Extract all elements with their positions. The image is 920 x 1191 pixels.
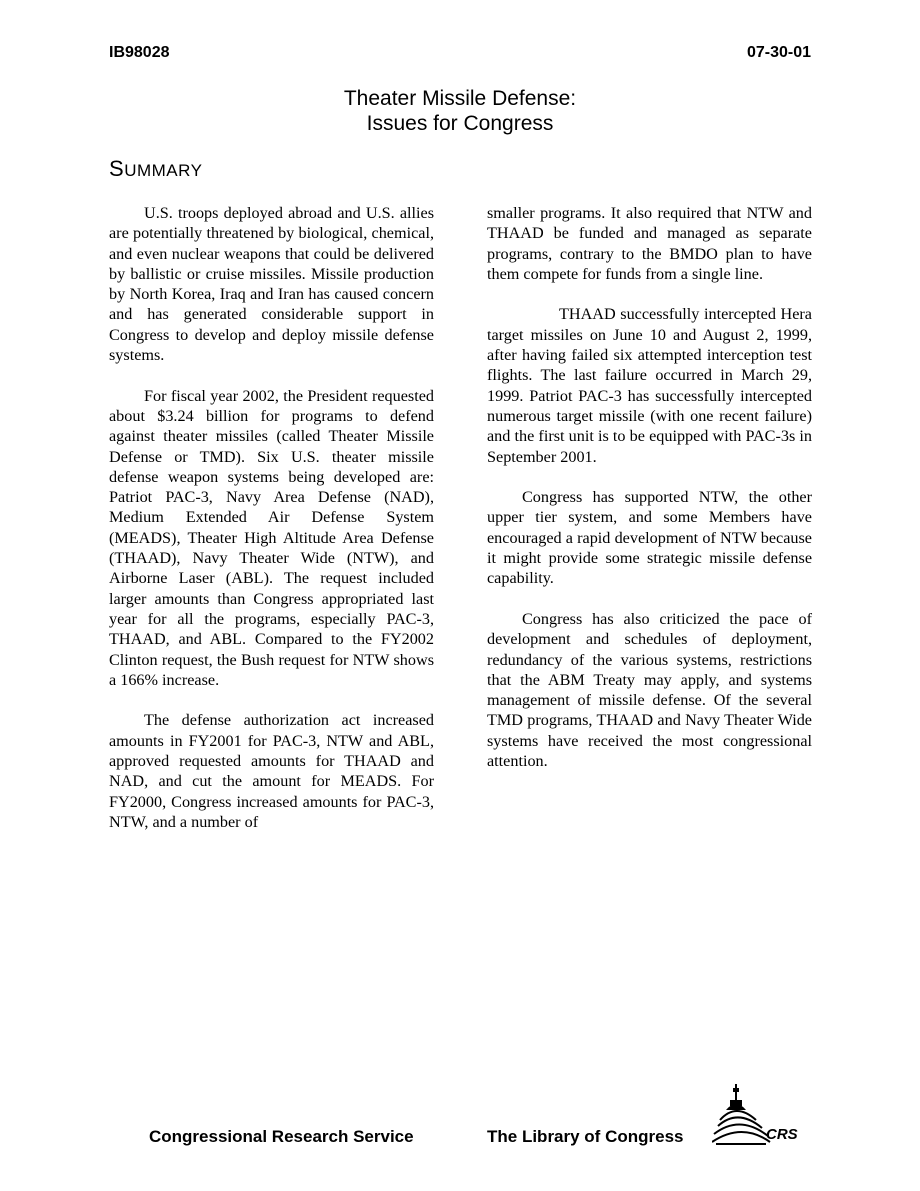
section-heading bbox=[109, 156, 202, 182]
right-column bbox=[487, 203, 812, 792]
left-column bbox=[109, 203, 434, 853]
paragraph: Congress has also criticized the pace of development and schedules of deployment, redundancy of the various systems, restrictions that the ABM Treaty may apply, and systems management of missile defense. Of the several TMD programs, THAAD and Navy Theater Wide systems have received the most congressional attention. bbox=[487, 609, 812, 771]
section-heading-rest: UMMARY bbox=[124, 161, 203, 180]
title-line-1: Theater Missile Defense: bbox=[343, 87, 577, 110]
document-date: 07-30-01 bbox=[746, 44, 811, 61]
page-title bbox=[0, 86, 920, 136]
crs-logo-text: CRS bbox=[766, 1126, 798, 1143]
document-id: IB98028 bbox=[109, 44, 170, 61]
paragraph: The defense authorization act increased amounts in FY2001 for PAC-3, NTW and ABL, approved requested amounts for THAAD and NAD, and cut the amount for MEADS. For FY2000, Congress increased amounts for PAC-3, NTW, and a number of bbox=[109, 711, 434, 831]
paragraph: THAAD successfully intercepted Hera target missiles on June 10 and August 2, 1999, after having failed six attempted interception test flights. The last failure occurred in March 29, 1999. Patriot PAC-3 has successfully intercepted numerous target missile (with one recent failure) and the first unit is to be equipped with PAC-3s in September 2001. bbox=[487, 305, 812, 466]
title-line-2: Issues for Congress bbox=[366, 112, 554, 135]
paragraph: For fiscal year 2002, the President requested about $3.24 billion for programs to defend against theater missiles (called Theater Missile Defense or TMD). Six U.S. theater missile defense weapon systems being developed are: Patriot PAC-3, Navy Area Defense (NAD), Medium Extended Air Defense System (MEADS), Theater High Altitude Area Defense (THAAD), Navy Theater Wide (NTW), and Airborne Laser (ABL). The request included larger amounts than Congress appropriated last year for all the programs, especially PAC-3, THAAD, and ABL. Compared to the FY2002 Clinton request, the Bush request for NTW shows a 166% increase. bbox=[109, 386, 434, 689]
paragraph: U.S. troops deployed abroad and U.S. allies are potentially threatened by biological, chemical, and even nuclear weapons that could be delivered by ballistic or cruise missiles. Missile production by North Korea, Iraq and Iran has caused concern and has generated considerable support in Congress to develop and deploy missile defense systems. bbox=[109, 204, 434, 365]
paragraph: smaller programs. It also required that NTW and THAAD be funded and managed as separate programs, contrary to the BMDO plan to have them compete for funds from a single line. bbox=[487, 204, 812, 283]
footer-crs: Congressional Research Service bbox=[149, 1127, 414, 1146]
paragraph: Congress has supported NTW, the other upper tier system, and some Members have encouraged a rapid development of NTW because it might provide some strategic missile defense capability. bbox=[487, 488, 812, 588]
section-heading-initial: S bbox=[109, 156, 125, 181]
footer-library: The Library of Congress bbox=[487, 1127, 684, 1146]
